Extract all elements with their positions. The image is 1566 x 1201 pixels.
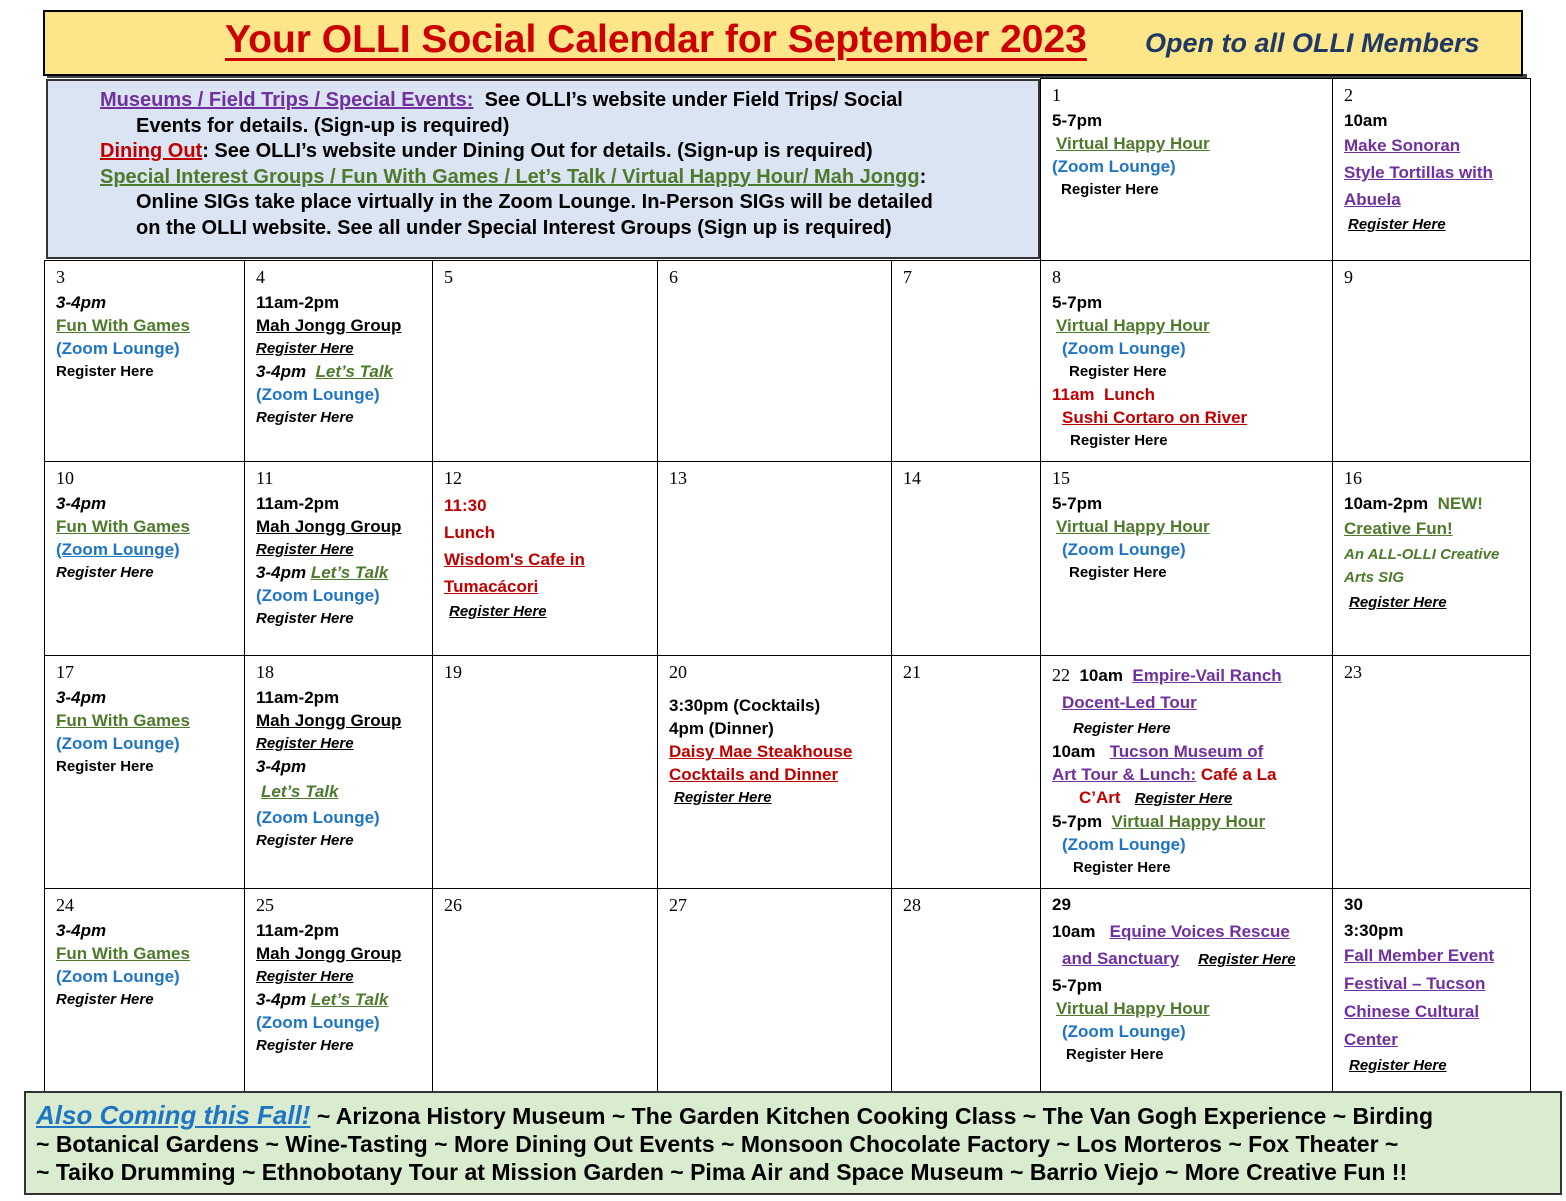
legend-dining-text: : See OLLI’s website under Dining Out for details. (Sign-up is required) bbox=[202, 140, 873, 162]
event-time: 5-7pm bbox=[1052, 111, 1103, 130]
event-link-mah-jongg[interactable]: Mah Jongg Group bbox=[256, 944, 402, 963]
event-time: 3-4pm bbox=[256, 563, 307, 582]
day-cell-11 bbox=[244, 461, 432, 655]
day-cell-24 bbox=[44, 888, 244, 1091]
event-time: 3-4pm bbox=[56, 921, 107, 940]
day-number: 8 bbox=[1052, 267, 1061, 287]
day-cell-25 bbox=[244, 888, 432, 1091]
legend-sig-colon: : bbox=[919, 165, 927, 188]
day-number: 4 bbox=[256, 267, 265, 287]
event-location: (Zoom Lounge) bbox=[1062, 1022, 1186, 1041]
day-cell-21 bbox=[891, 655, 1040, 888]
page-title: Your OLLI Social Calendar for September 2023 bbox=[225, 18, 1087, 61]
register-link[interactable]: Register Here bbox=[256, 832, 354, 849]
event-location: (Zoom Lounge) bbox=[56, 339, 180, 358]
register-link[interactable]: Register Here bbox=[56, 758, 154, 775]
event-location: (Zoom Lounge) bbox=[256, 385, 380, 404]
day-cell-8 bbox=[1040, 260, 1332, 461]
also-coming-link[interactable]: Also Coming this Fall! bbox=[36, 1100, 311, 1130]
footer-line-1: ~ Arizona History Museum ~ The Garden Kitchen Cooking Class ~ The Van Gogh Experience ~ Birding bbox=[316, 1103, 1434, 1129]
register-link[interactable]: Register Here bbox=[256, 409, 354, 426]
legend-sig-label[interactable]: Special Interest Groups / Fun With Games / Let’s Talk / Virtual Happy Hour/ Mah Jongg bbox=[100, 165, 920, 188]
event-location: (Zoom Lounge) bbox=[256, 808, 380, 827]
legend-sig-text: Online SIGs take place virtually in the Zoom Lounge. In-Person SIGs will be detailed bbox=[136, 191, 933, 213]
day-number: 13 bbox=[669, 468, 687, 488]
event-location: (Zoom Lounge) bbox=[56, 540, 180, 559]
day-number: 20 bbox=[669, 662, 687, 682]
register-link[interactable]: Register Here bbox=[1349, 594, 1447, 611]
day-number: 5 bbox=[444, 267, 453, 287]
event-location: (Zoom Lounge) bbox=[1062, 540, 1186, 559]
legend-sig-text-2: on the OLLI website. See all under Special Interest Groups (Sign up is required) bbox=[136, 216, 892, 239]
event-link-tortillas-2[interactable]: Style Tortillas with bbox=[1344, 163, 1493, 182]
event-link-empire-vail[interactable]: Empire-Vail Ranch bbox=[1132, 666, 1282, 685]
event-time: 11am-2pm bbox=[256, 494, 340, 513]
day-cell-2 bbox=[1332, 78, 1531, 260]
day-cell-16 bbox=[1332, 461, 1531, 655]
event-time: 3:30pm bbox=[1344, 921, 1404, 940]
event-time: 11am bbox=[1052, 385, 1095, 404]
register-link[interactable]: Register Here bbox=[1073, 859, 1171, 876]
register-link[interactable]: Register Here bbox=[56, 363, 154, 380]
event-link-fall-festival-3[interactable]: Chinese Cultural bbox=[1344, 1002, 1480, 1021]
register-link[interactable]: Register Here bbox=[449, 603, 547, 620]
event-link-wisdoms-cafe[interactable]: Wisdom's Cafe in bbox=[444, 550, 585, 569]
event-link-lets-talk[interactable]: Let’s Talk bbox=[310, 563, 389, 582]
register-link[interactable]: Register Here bbox=[1069, 564, 1167, 581]
event-link-fall-festival[interactable]: Fall Member Event bbox=[1344, 946, 1495, 965]
legend-box bbox=[46, 79, 1040, 259]
day-number: 6 bbox=[669, 267, 678, 287]
register-link[interactable]: Register Here bbox=[1061, 181, 1159, 198]
register-link[interactable]: Register Here bbox=[256, 735, 354, 752]
day-number: 10 bbox=[56, 468, 74, 488]
event-link-fall-festival-4[interactable]: Center bbox=[1344, 1030, 1398, 1049]
day-cell-18 bbox=[244, 655, 432, 888]
calendar-header bbox=[43, 10, 1523, 76]
event-time: 10am bbox=[1052, 742, 1096, 761]
page-subtitle: Open to all OLLI Members bbox=[1145, 28, 1480, 58]
legend-museums-text: See OLLI’s website under Field Trips/ Social bbox=[484, 89, 903, 111]
register-link[interactable]: Register Here bbox=[256, 610, 354, 627]
event-link-tucson-museum-2[interactable]: Art Tour & Lunch: bbox=[1052, 765, 1197, 784]
day-cell-10 bbox=[44, 461, 244, 655]
day-number: 14 bbox=[903, 468, 921, 488]
footer-line-2: ~ Botanical Gardens ~ Wine-Tasting ~ More Dining Out Events ~ Monsoon Chocolate Factory ~ Los Morteros ~ Fox Theater ~ bbox=[36, 1131, 1399, 1157]
day-number: 17 bbox=[56, 662, 74, 682]
event-link-tucson-museum[interactable]: Tucson Museum of bbox=[1109, 742, 1264, 761]
event-link-fall-festival-2[interactable]: Festival – Tucson bbox=[1344, 974, 1486, 993]
register-link[interactable]: Register Here bbox=[256, 1037, 354, 1054]
event-location: (Zoom Lounge) bbox=[1052, 157, 1176, 176]
day-cell-26 bbox=[432, 888, 657, 1091]
event-link-fun-with-games[interactable]: Fun With Games bbox=[56, 517, 190, 536]
event-time: 3-4pm bbox=[56, 688, 107, 707]
register-link[interactable]: Register Here bbox=[256, 968, 354, 985]
event-time: 10am bbox=[1344, 111, 1388, 130]
event-link-equine-voices-2[interactable]: and Sanctuary bbox=[1062, 949, 1180, 968]
day-cell-19 bbox=[432, 655, 657, 888]
register-link[interactable]: Register Here bbox=[1070, 432, 1168, 449]
day-number: 3 bbox=[56, 267, 65, 287]
legend-museums-text-2: Events for details. (Sign-up is required) bbox=[136, 114, 510, 137]
day-cell-6 bbox=[657, 260, 891, 461]
event-time-2: 4pm (Dinner) bbox=[669, 719, 774, 738]
event-link-tortillas-3[interactable]: Abuela bbox=[1344, 190, 1401, 209]
event-link-fun-with-games[interactable]: Fun With Games bbox=[56, 711, 190, 730]
day-number: 9 bbox=[1344, 267, 1353, 287]
day-number: 28 bbox=[903, 895, 921, 915]
event-location: (Zoom Lounge) bbox=[56, 967, 180, 986]
event-time: 11am-2pm bbox=[256, 688, 340, 707]
day-number: 1 bbox=[1052, 85, 1061, 105]
day-number: 27 bbox=[669, 895, 687, 915]
new-badge: NEW! bbox=[1437, 494, 1483, 513]
day-cell-29 bbox=[1040, 888, 1332, 1091]
event-time: 3-4pm bbox=[256, 757, 307, 776]
day-number: 18 bbox=[256, 662, 274, 682]
day-number: 21 bbox=[903, 662, 921, 682]
day-number: 2 bbox=[1344, 85, 1353, 105]
event-link-virtual-happy-hour[interactable]: Virtual Happy Hour bbox=[1056, 316, 1210, 335]
event-location: (Zoom Lounge) bbox=[1062, 835, 1186, 854]
day-number: 23 bbox=[1344, 662, 1362, 682]
event-cart: C’Art bbox=[1079, 788, 1121, 807]
day-number: 12 bbox=[444, 468, 462, 488]
event-time: 11am-2pm bbox=[256, 921, 340, 940]
event-link-fun-with-games[interactable]: Fun With Games bbox=[56, 944, 190, 963]
day-number: 7 bbox=[903, 267, 912, 287]
event-cafe-a-la: Café a La bbox=[1200, 765, 1277, 784]
day-number: 29 bbox=[1052, 895, 1071, 914]
day-cell-17 bbox=[44, 655, 244, 888]
register-link[interactable]: Register Here bbox=[1134, 790, 1233, 807]
event-link-daisy-mae-2[interactable]: Cocktails and Dinner bbox=[669, 765, 839, 784]
event-time: 10am-2pm bbox=[1344, 494, 1429, 513]
event-time: 10am bbox=[1079, 666, 1123, 685]
coming-this-fall-box bbox=[24, 1091, 1562, 1195]
event-location: (Zoom Lounge) bbox=[256, 1013, 380, 1032]
event-link-empire-vail-2[interactable]: Docent-Led Tour bbox=[1062, 693, 1197, 712]
event-link-virtual-happy-hour[interactable]: Virtual Happy Hour bbox=[1056, 134, 1210, 153]
event-link-mah-jongg[interactable]: Mah Jongg Group bbox=[256, 517, 402, 536]
event-link-mah-jongg[interactable]: Mah Jongg Group bbox=[256, 316, 402, 335]
day-number: 11 bbox=[256, 468, 274, 488]
event-link-equine-voices[interactable]: Equine Voices Rescue bbox=[1109, 922, 1290, 941]
day-cell-28 bbox=[891, 888, 1040, 1091]
footer-line-3: ~ Taiko Drumming ~ Ethnobotany Tour at Mission Garden ~ Pima Air and Space Museum ~ Barrio Viejo ~ More Creative Fun !! bbox=[36, 1159, 1408, 1185]
event-link-creative-fun[interactable]: Creative Fun! bbox=[1344, 519, 1453, 538]
day-cell-12 bbox=[432, 461, 657, 655]
day-number: 22 bbox=[1052, 665, 1070, 685]
day-cell-22 bbox=[1040, 655, 1332, 888]
day-cell-30 bbox=[1332, 888, 1531, 1091]
register-link[interactable]: Register Here bbox=[1073, 720, 1171, 737]
event-link-sushi-cortaro[interactable]: Sushi Cortaro on River bbox=[1062, 408, 1248, 427]
day-number: 24 bbox=[56, 895, 74, 915]
day-cell-9 bbox=[1332, 260, 1531, 461]
legend-dining-label[interactable]: Dining Out bbox=[100, 140, 203, 162]
event-time: 5-7pm bbox=[1052, 293, 1103, 312]
event-link-virtual-happy-hour[interactable]: Virtual Happy Hour bbox=[1111, 812, 1266, 831]
register-link[interactable]: Register Here bbox=[1069, 363, 1167, 380]
event-location: (Zoom Lounge) bbox=[1062, 339, 1186, 358]
event-description: An ALL-OLLI Creative bbox=[1344, 546, 1500, 563]
event-link-virtual-happy-hour[interactable]: Virtual Happy Hour bbox=[1056, 999, 1210, 1018]
event-lunch-label: Lunch bbox=[1104, 385, 1155, 404]
event-time: 3:30pm (Cocktails) bbox=[669, 696, 821, 715]
day-number: 25 bbox=[256, 895, 274, 915]
register-link[interactable]: Register Here bbox=[1348, 216, 1446, 233]
day-cell-7 bbox=[891, 260, 1040, 461]
event-link-lets-talk[interactable]: Let’s Talk bbox=[310, 990, 389, 1009]
day-cell-14 bbox=[891, 461, 1040, 655]
day-cell-5 bbox=[432, 260, 657, 461]
event-link-lets-talk[interactable]: Let’s Talk bbox=[315, 362, 394, 381]
day-cell-13 bbox=[657, 461, 891, 655]
event-location: (Zoom Lounge) bbox=[256, 586, 380, 605]
register-link[interactable]: Register Here bbox=[1349, 1057, 1447, 1074]
event-time: 5-7pm bbox=[1052, 494, 1103, 513]
event-time: 3-4pm bbox=[256, 362, 307, 381]
event-time: 3-4pm bbox=[56, 293, 107, 312]
day-number: 26 bbox=[444, 895, 462, 915]
register-link[interactable]: Register Here bbox=[56, 991, 154, 1008]
event-link-lets-talk[interactable]: Let’s Talk bbox=[261, 782, 339, 801]
event-time: 5-7pm bbox=[1052, 976, 1103, 995]
day-cell-4 bbox=[244, 260, 432, 461]
day-cell-27 bbox=[657, 888, 891, 1091]
event-time: 11:30 bbox=[444, 496, 487, 515]
event-description-2: Arts SIG bbox=[1344, 569, 1405, 586]
event-link-virtual-happy-hour[interactable]: Virtual Happy Hour bbox=[1056, 517, 1210, 536]
day-number: 30 bbox=[1344, 895, 1363, 914]
event-time: 3-4pm bbox=[56, 494, 107, 513]
event-time: 11am-2pm bbox=[256, 293, 340, 312]
event-link-wisdoms-cafe-2[interactable]: Tumacácori bbox=[444, 577, 539, 596]
event-lunch-label: Lunch bbox=[444, 523, 495, 542]
day-cell-20 bbox=[657, 655, 891, 888]
event-link-tortillas[interactable]: Make Sonoran bbox=[1344, 136, 1461, 155]
day-cell-15 bbox=[1040, 461, 1332, 655]
event-link-fun-with-games[interactable]: Fun With Games bbox=[56, 316, 190, 335]
day-cell-1 bbox=[1040, 78, 1332, 260]
event-link-mah-jongg[interactable]: Mah Jongg Group bbox=[256, 711, 402, 730]
event-time: 5-7pm bbox=[1052, 812, 1103, 831]
register-link[interactable]: Register Here bbox=[256, 340, 354, 357]
event-location: (Zoom Lounge) bbox=[56, 734, 180, 753]
register-link[interactable]: Register Here bbox=[56, 564, 154, 581]
day-number: 19 bbox=[444, 662, 462, 682]
day-number: 15 bbox=[1052, 468, 1070, 488]
register-link[interactable]: Register Here bbox=[1198, 951, 1296, 968]
event-time: 10am bbox=[1052, 922, 1096, 941]
day-cell-3 bbox=[44, 260, 244, 461]
legend-museums-label[interactable]: Museums / Field Trips / Special Events: bbox=[100, 89, 474, 111]
event-link-daisy-mae[interactable]: Daisy Mae Steakhouse bbox=[669, 742, 853, 761]
register-link[interactable]: Register Here bbox=[1066, 1046, 1164, 1063]
register-link[interactable]: Register Here bbox=[674, 789, 772, 806]
event-time: 3-4pm bbox=[256, 990, 307, 1009]
register-link[interactable]: Register Here bbox=[256, 541, 354, 558]
day-cell-23 bbox=[1332, 655, 1531, 888]
day-number: 16 bbox=[1344, 468, 1362, 488]
